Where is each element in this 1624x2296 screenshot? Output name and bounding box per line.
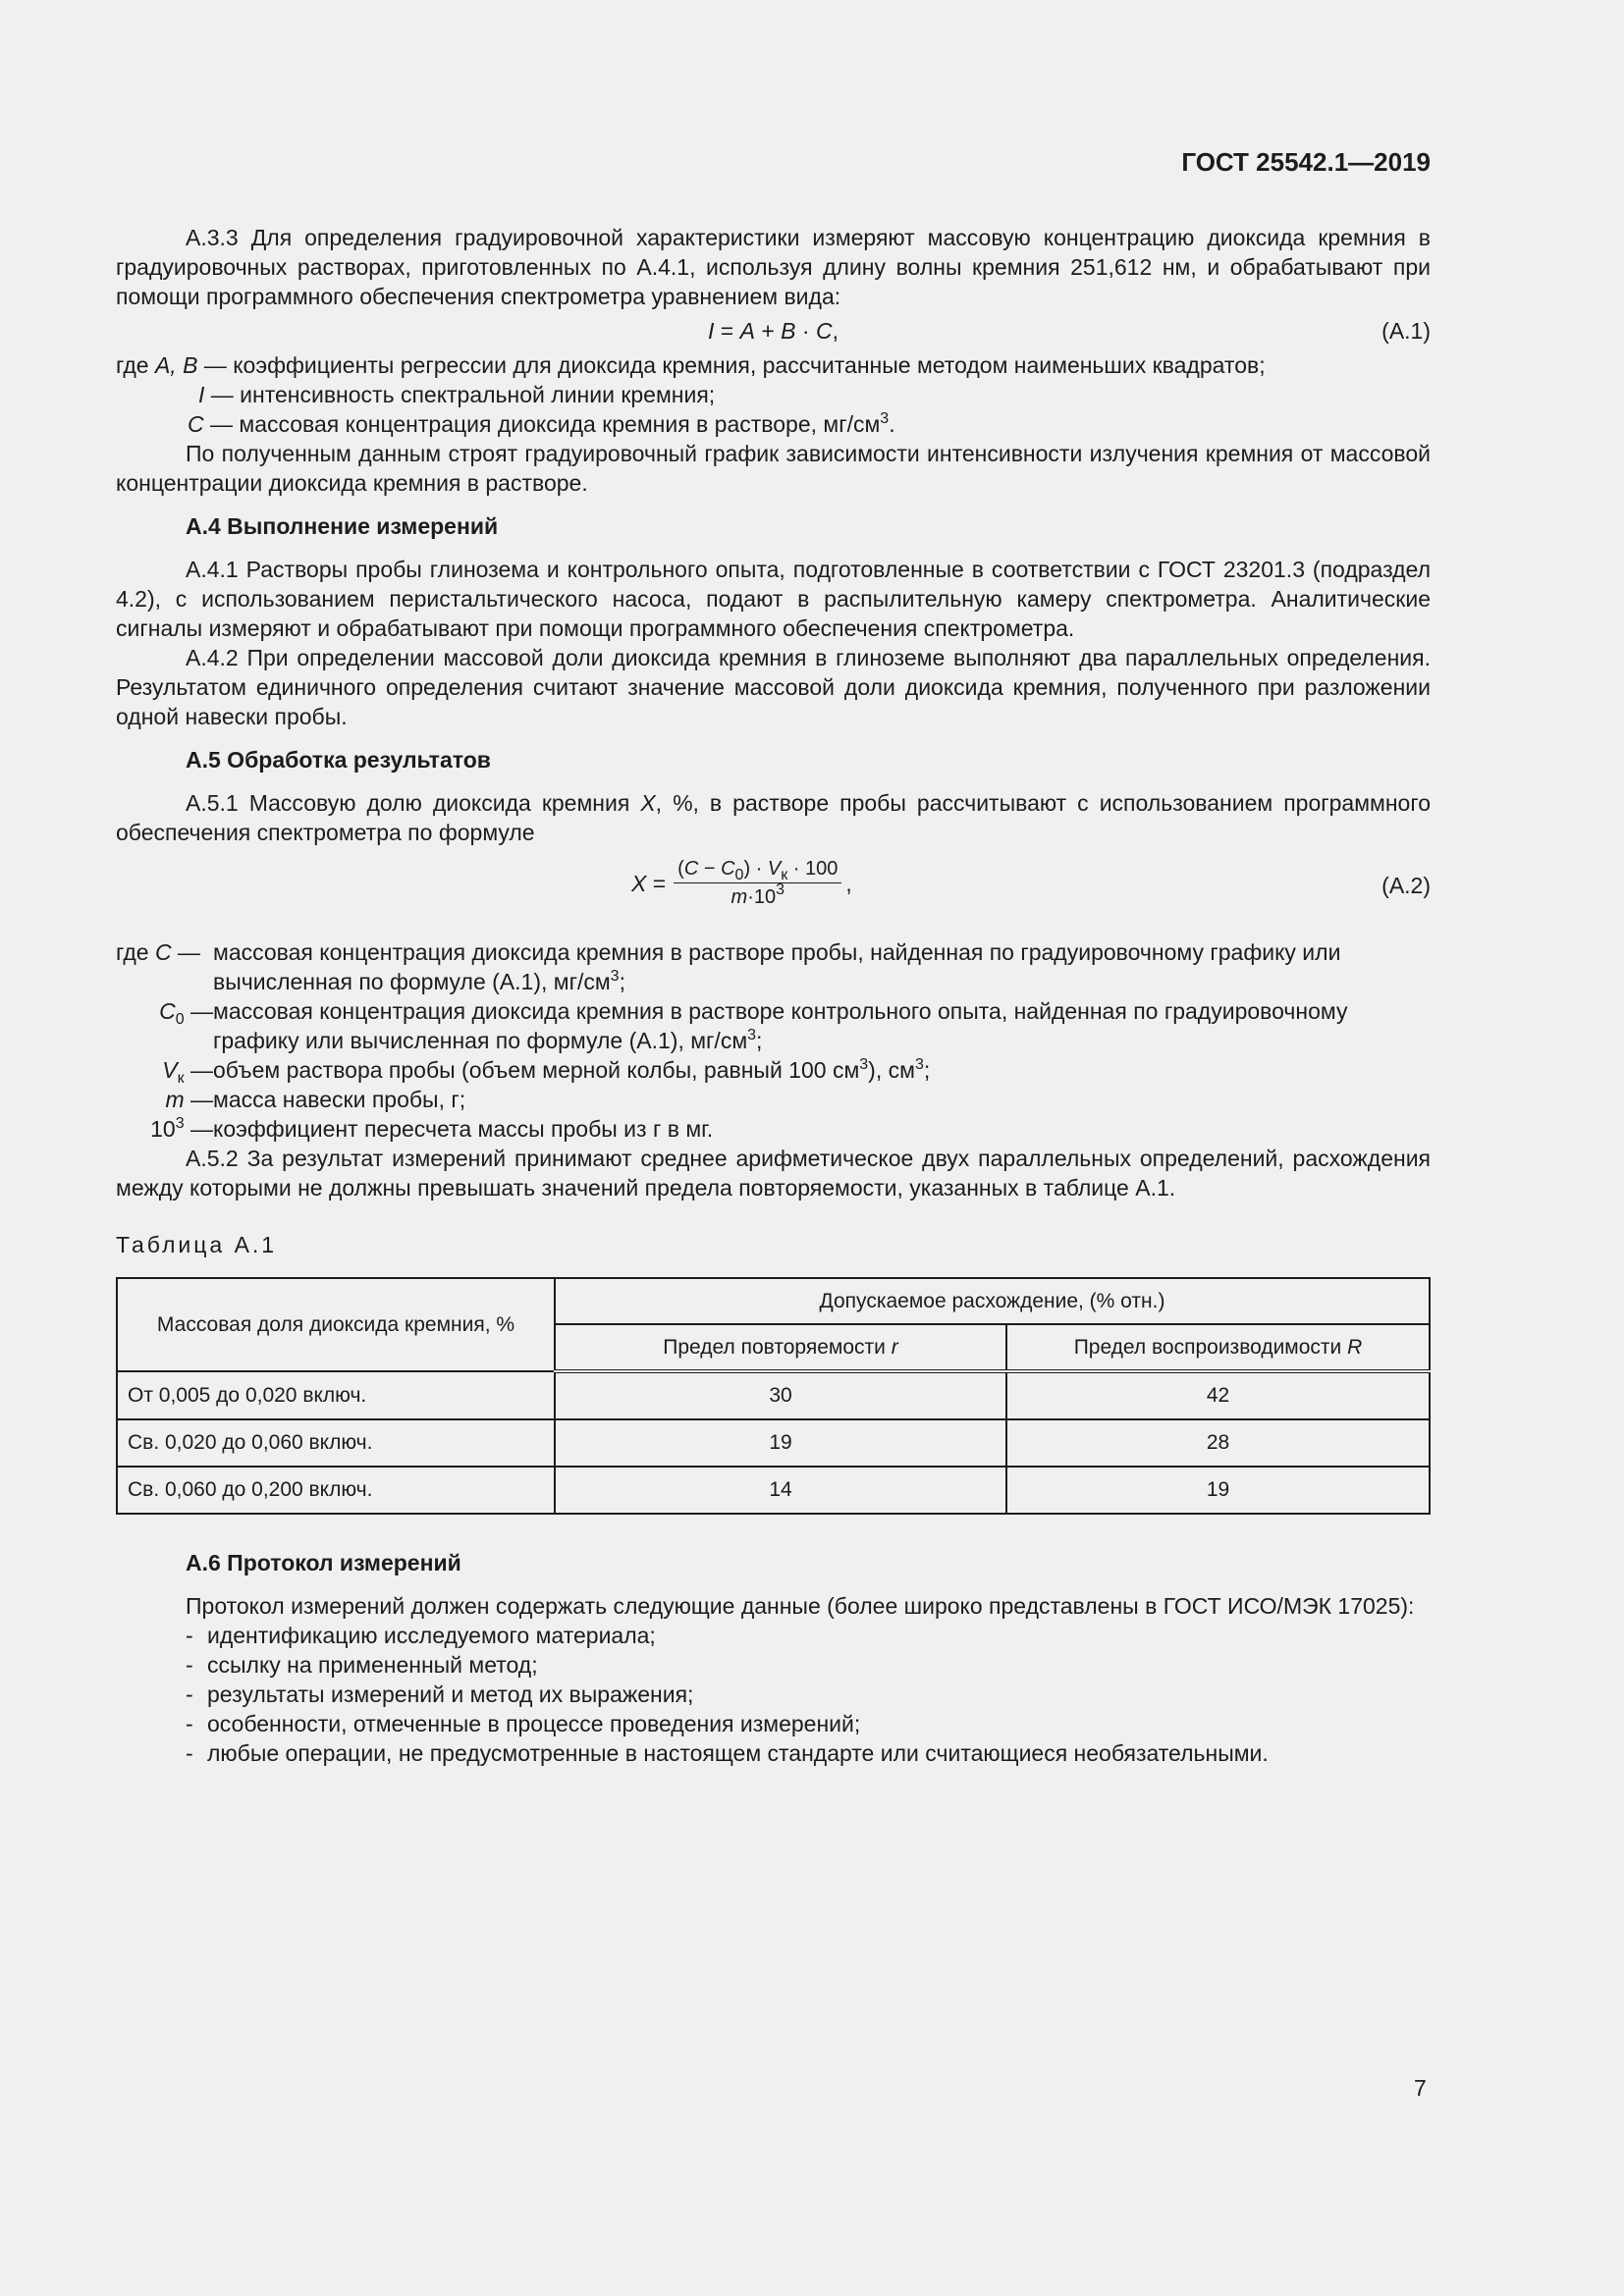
- col-group-header: Допускаемое расхождение, (% отн.): [555, 1278, 1430, 1324]
- equation-a2-formula: X = $\frac{(C - C_0) \cdot V_к \cdot 100}{m\cdot 10^3}$ ,: [631, 858, 852, 908]
- col-mass-fraction-header: Массовая доля диоксида кремния, %: [117, 1278, 555, 1371]
- legend-ab: где A, B — коэффициенты регрессии для диоксида кремния, рассчитанные методом наименьших квадратов;: [116, 352, 1266, 378]
- cell-range: От 0,005 до 0,020 включ.: [117, 1371, 555, 1419]
- table-row: [117, 1467, 1430, 1514]
- cell-r: 30: [555, 1371, 1006, 1419]
- fraction-denominator: $m\cdot 10^3$: [731, 881, 785, 908]
- equation-a1-formula: I = A + B · C,: [708, 318, 839, 344]
- page-number: 7: [1414, 2075, 1427, 2101]
- cell-r: 14: [555, 1467, 1006, 1514]
- heading-a4: А.4 Выполнение измерений: [186, 513, 499, 539]
- table-caption: Таблица А.1: [116, 1232, 278, 1257]
- paragraph-a51: А.5.1 Массовую долю диоксида кремния X, %, в растворе пробы рассчитывают с использованием программного обеспечения спектрометра по формуле: [116, 790, 1431, 845]
- legend-i: I — интенсивность спектральной линии кремния;: [198, 382, 716, 407]
- paragraph-a41: А.4.1 Растворы пробы глинозема и контрольного опыта, подготовленные в соответствии с ГОСТ 23201.3 (подраздел 4.2), с использованием перистальтического насоса, подают в распылительную камеру спектрометра. Аналитические сигналы измеряют и обрабатывают при помощи программного обеспечения спектрометра.: [116, 557, 1431, 641]
- cell-R: 28: [1006, 1419, 1430, 1467]
- table-header-row: [117, 1278, 1430, 1324]
- cell-range: Св. 0,060 до 0,200 включ.: [117, 1467, 555, 1514]
- protocol-list: [116, 1621, 1431, 1768]
- legend-vk: $V_к$ — объем раствора пробы (объем мерной колбы, равный 100 $см^3$), $см^3$;: [162, 1056, 931, 1087]
- equation-a2-number: (А.2): [1381, 873, 1431, 898]
- list-item: - ссылку на примененный метод;: [186, 1650, 1431, 1680]
- legend-10-3: $10^3$ — коэффициент пересчета массы пробы из г в мг.: [150, 1115, 714, 1142]
- table-row: [117, 1419, 1430, 1467]
- paragraph-a52: А.5.2 За результат измерений принимают среднее арифметическое двух параллельных определений, расхождения между которыми не должны превышать значений предела повторяемости, указанных в таблице А.1.: [116, 1146, 1431, 1201]
- legend-c0: $C_0$ — массовая концентрация диоксида кремния в растворе контрольного опыта, найденная по градуировочному графику или вычисленная по формуле (А.1), $мг/см^3$;: [159, 998, 1348, 1053]
- table-a1: [116, 1277, 1431, 1515]
- cell-R: 19: [1006, 1467, 1430, 1514]
- equation-a2: [116, 851, 1431, 924]
- col-repeatability-header: Предел повторяемости r: [555, 1324, 1006, 1371]
- list-item: - любые операции, не предусмотренные в настоящем стандарте или считающиеся необязательными.: [186, 1738, 1431, 1768]
- equation-a1: [116, 311, 1431, 350]
- fraction-numerator: $(C - C_0) \cdot V_к \cdot 100$: [674, 857, 841, 883]
- paragraph-a6-intro: Протокол измерений должен содержать следующие данные (более широко представлены в ГОСТ ИСО/МЭК 17025):: [186, 1593, 1415, 1619]
- page-content: [116, 223, 1431, 1768]
- paragraph-a33: А.3.3 Для определения градуировочной характеристики измеряют массовую концентрацию диоксида кремния в градуировочных растворах, приготовленных по А.4.1, используя длину волны кремния 251,612 нм, и обрабатывают при помощи программного обеспечения спектрометра уравнением вида:: [116, 225, 1431, 309]
- equation-a1-number: (А.1): [1381, 318, 1431, 344]
- list-item: - особенности, отмеченные в процессе проведения измерений;: [186, 1709, 1431, 1738]
- list-item: - идентификацию исследуемого материала;: [186, 1621, 1431, 1650]
- standard-number: ГОСТ 25542.1—2019: [1181, 147, 1431, 177]
- legend-m: m — масса навески пробы, г;: [165, 1087, 466, 1112]
- paragraph-a42: А.4.2 При определении массовой доли диоксида кремния в глиноземе выполняют два параллельных определения. Результатом единичного определения считают значение массовой доли диоксида кремния, полученного при разложении одной навески пробы.: [116, 645, 1431, 729]
- cell-R: 42: [1006, 1371, 1430, 1419]
- fraction: [674, 857, 841, 909]
- cell-range: Св. 0,020 до 0,060 включ.: [117, 1419, 555, 1467]
- cell-r: 19: [555, 1419, 1006, 1467]
- table-row: [117, 1371, 1430, 1419]
- list-item: - результаты измерений и метод их выражения;: [186, 1680, 1431, 1709]
- heading-a6: А.6 Протокол измерений: [186, 1550, 461, 1575]
- heading-a5: А.5 Обработка результатов: [186, 747, 491, 773]
- col-reproducibility-header: Предел воспроизводимости R: [1006, 1324, 1430, 1371]
- paragraph-graph: По полученным данным строят градуировочный график зависимости интенсивности излучения кремния от массовой концентрации диоксида кремния в растворе.: [116, 441, 1431, 496]
- legend-c: C — массовая концентрация диоксида кремния в растворе, $мг/см^3$.: [188, 410, 895, 437]
- legend-c-sample: где C — массовая концентрация диоксида кремния в растворе пробы, найденная по градуировочному графику или вычисленная по формуле (А.1), $мг/см^3$;: [116, 939, 1341, 994]
